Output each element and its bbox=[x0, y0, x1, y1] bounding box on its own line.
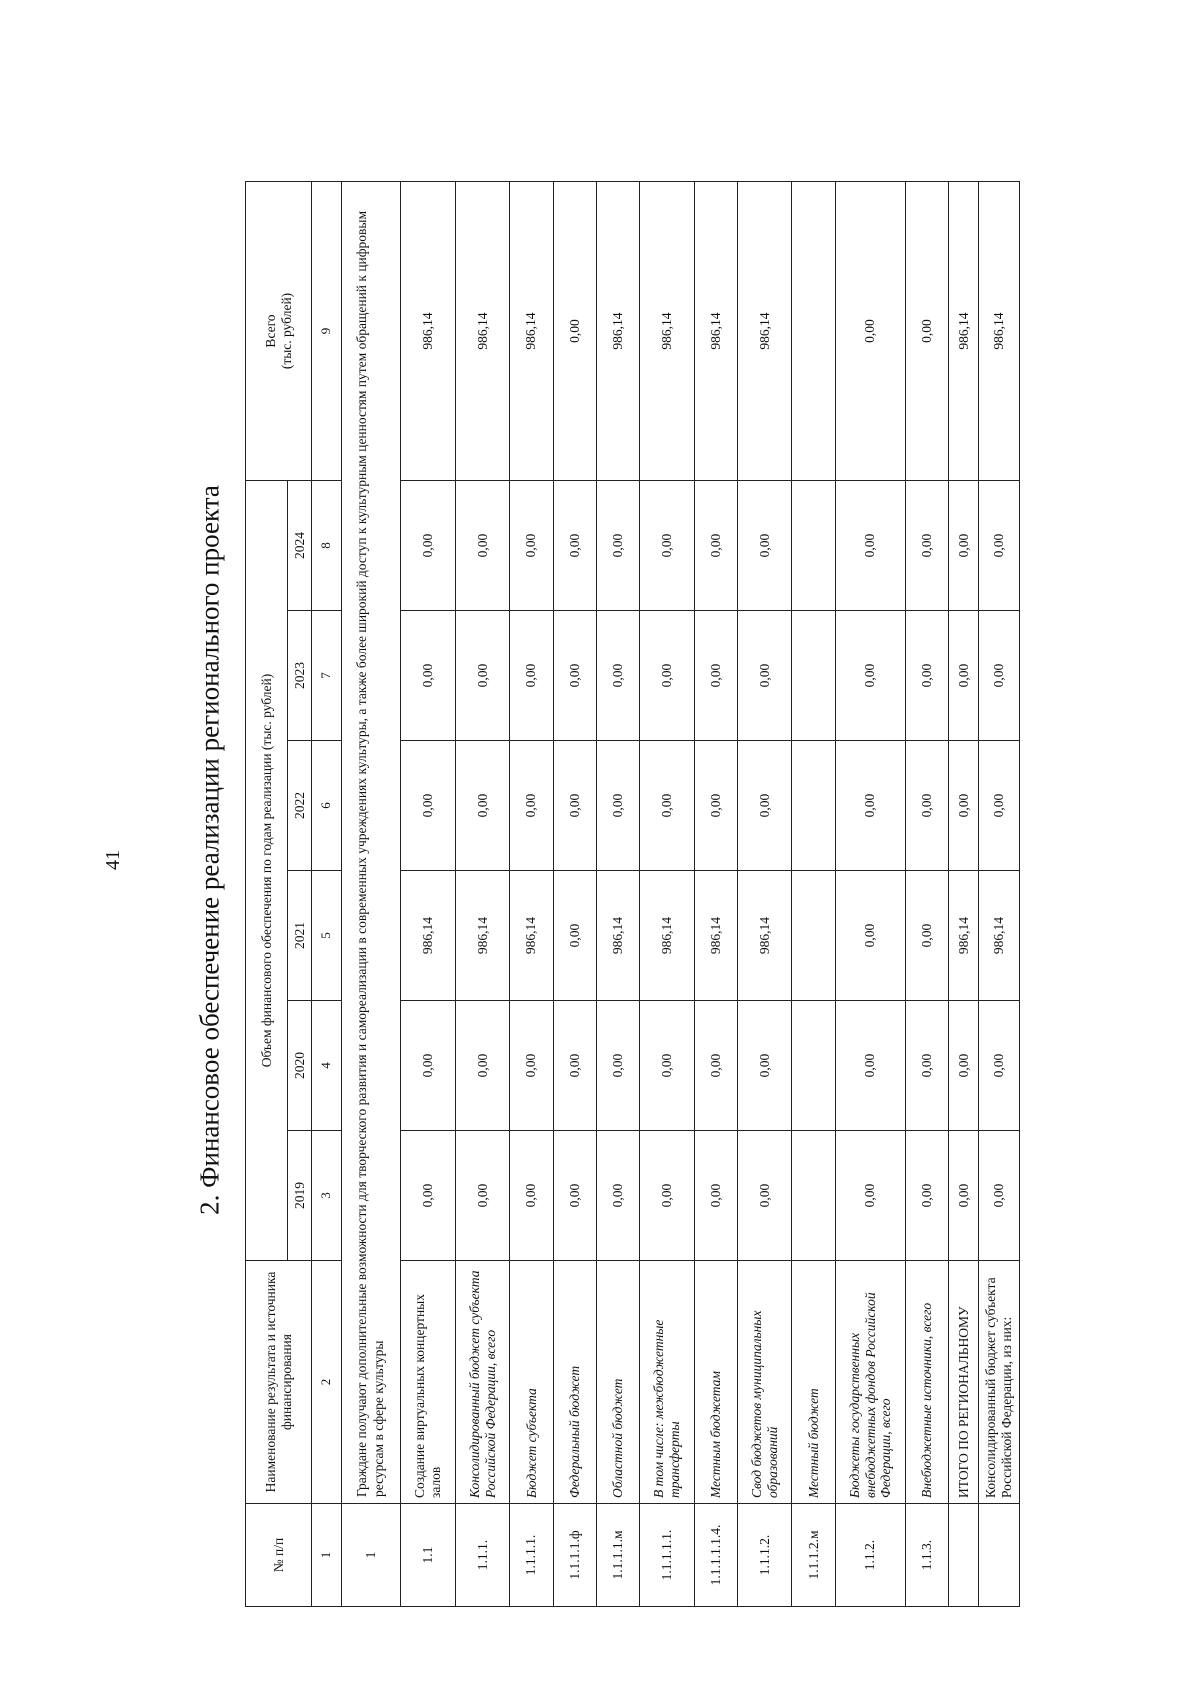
row-value: 0,00 bbox=[596, 611, 639, 741]
header-year: 2023 bbox=[288, 611, 312, 741]
row-total: 986,14 bbox=[949, 182, 979, 481]
row-total: 986,14 bbox=[401, 182, 456, 481]
row-total: 986,14 bbox=[694, 182, 737, 481]
table-row bbox=[596, 182, 639, 1607]
index-cell: 6 bbox=[312, 741, 342, 871]
row-value: 0,00 bbox=[553, 611, 596, 741]
row-value: 0,00 bbox=[906, 741, 949, 871]
row-num: 1.1.1.2. bbox=[737, 1504, 792, 1607]
row-name: ИТОГО ПО РЕГИОНАЛЬНОМУ bbox=[949, 1261, 979, 1504]
row-num: 1.1.1.1. bbox=[510, 1504, 553, 1607]
row-total: 986,14 bbox=[596, 182, 639, 481]
row-value bbox=[792, 1131, 835, 1261]
row-num: 1.1.3. bbox=[906, 1504, 949, 1607]
row-value: 0,00 bbox=[906, 871, 949, 1001]
header-year: 2021 bbox=[288, 871, 312, 1001]
row-value: 0,00 bbox=[694, 1131, 737, 1261]
row-value: 0,00 bbox=[553, 1001, 596, 1131]
row-value: 986,14 bbox=[694, 871, 737, 1001]
header-name: Наименование результата и источника финансирования bbox=[246, 1261, 312, 1504]
table-row bbox=[639, 182, 694, 1607]
row-value: 0,00 bbox=[949, 611, 979, 741]
goal-text: Граждане получают дополнительные возможности для творческого развития и самореализации в современных учреждениях культуры, а также более широкий доступ к культурным ценностям путем обращений к цифровым ресурсам в сфере культуры bbox=[342, 182, 401, 1504]
row-value: 0,00 bbox=[737, 741, 792, 871]
row-value: 0,00 bbox=[455, 1001, 510, 1131]
index-cell: 7 bbox=[312, 611, 342, 741]
row-total: 986,14 bbox=[737, 182, 792, 481]
financing-table-frame bbox=[245, 182, 1020, 1607]
row-value: 0,00 bbox=[510, 611, 553, 741]
row-name: Бюджет субъекта bbox=[510, 1261, 553, 1504]
row-value: 0,00 bbox=[596, 741, 639, 871]
row-value: 0,00 bbox=[694, 611, 737, 741]
row-value: 986,14 bbox=[596, 871, 639, 1001]
row-value: 0,00 bbox=[455, 611, 510, 741]
row-value: 0,00 bbox=[639, 481, 694, 611]
row-value: 0,00 bbox=[510, 481, 553, 611]
row-value bbox=[792, 741, 835, 871]
index-cell: 3 bbox=[312, 1131, 342, 1261]
row-num bbox=[978, 1504, 1019, 1607]
row-value: 0,00 bbox=[906, 481, 949, 611]
row-value: 986,14 bbox=[455, 871, 510, 1001]
goal-num: 1 bbox=[342, 1504, 401, 1607]
row-total bbox=[792, 182, 835, 481]
row-name: Создание виртуальных концертных залов bbox=[401, 1261, 456, 1504]
row-value: 0,00 bbox=[835, 1131, 906, 1261]
row-name: Местным бюджетам bbox=[694, 1261, 737, 1504]
row-value: 0,00 bbox=[639, 611, 694, 741]
row-num: 1.1.1.2.м bbox=[792, 1504, 835, 1607]
row-value: 0,00 bbox=[596, 1131, 639, 1261]
row-value: 0,00 bbox=[596, 1001, 639, 1131]
row-value: 0,00 bbox=[510, 1001, 553, 1131]
row-num bbox=[949, 1504, 979, 1607]
row-value: 0,00 bbox=[906, 611, 949, 741]
row-value: 0,00 bbox=[978, 1001, 1019, 1131]
row-value: 0,00 bbox=[510, 1131, 553, 1261]
row-value: 986,14 bbox=[949, 871, 979, 1001]
row-value bbox=[792, 1001, 835, 1131]
row-num: 1.1.1.1.м bbox=[596, 1504, 639, 1607]
index-cell: 5 bbox=[312, 871, 342, 1001]
row-value: 0,00 bbox=[737, 481, 792, 611]
row-value: 0,00 bbox=[694, 1001, 737, 1131]
row-value: 0,00 bbox=[949, 1001, 979, 1131]
row-name: Местный бюджет bbox=[792, 1261, 835, 1504]
row-total: 986,14 bbox=[510, 182, 553, 481]
header-years-group: Объем финансового обеспечения по годам реализации (тыс. рублей) bbox=[246, 481, 288, 1261]
row-value: 0,00 bbox=[978, 611, 1019, 741]
row-value: 0,00 bbox=[949, 1131, 979, 1261]
row-total: 0,00 bbox=[553, 182, 596, 481]
row-value: 0,00 bbox=[835, 481, 906, 611]
row-name: Внебюджетные источники, всего bbox=[906, 1261, 949, 1504]
row-total: 986,14 bbox=[978, 182, 1019, 481]
index-cell: 2 bbox=[312, 1261, 342, 1504]
table-row bbox=[792, 182, 835, 1607]
row-value: 0,00 bbox=[639, 741, 694, 871]
row-name: В том числе: межбюджетные трансферты bbox=[639, 1261, 694, 1504]
table-row bbox=[694, 182, 737, 1607]
row-value: 986,14 bbox=[978, 871, 1019, 1001]
row-value bbox=[792, 481, 835, 611]
table-row bbox=[949, 182, 979, 1607]
row-value bbox=[792, 871, 835, 1001]
row-value: 0,00 bbox=[553, 481, 596, 611]
row-value: 0,00 bbox=[694, 741, 737, 871]
row-value: 0,00 bbox=[639, 1131, 694, 1261]
table-row bbox=[553, 182, 596, 1607]
row-value bbox=[792, 611, 835, 741]
row-value: 986,14 bbox=[510, 871, 553, 1001]
index-cell: 8 bbox=[312, 481, 342, 611]
page-number: 41 bbox=[101, 850, 124, 870]
table-row bbox=[978, 182, 1019, 1607]
row-value: 0,00 bbox=[553, 1131, 596, 1261]
row-value: 0,00 bbox=[639, 1001, 694, 1131]
index-cell: 9 bbox=[312, 182, 342, 481]
row-total: 986,14 bbox=[455, 182, 510, 481]
row-value: 0,00 bbox=[835, 611, 906, 741]
row-name: Свод бюджетов муниципальных образований bbox=[737, 1261, 792, 1504]
row-value: 0,00 bbox=[455, 1131, 510, 1261]
row-name: Бюджеты государственных внебюджетных фондов Российской Федерации, всего bbox=[835, 1261, 906, 1504]
row-value: 986,14 bbox=[401, 871, 456, 1001]
row-value: 0,00 bbox=[737, 1131, 792, 1261]
table-row bbox=[835, 182, 906, 1607]
row-num: 1.1.1.1.ф bbox=[553, 1504, 596, 1607]
row-value: 0,00 bbox=[455, 741, 510, 871]
row-value: 0,00 bbox=[835, 1001, 906, 1131]
row-value: 0,00 bbox=[978, 481, 1019, 611]
row-value: 986,14 bbox=[737, 871, 792, 1001]
row-value: 0,00 bbox=[694, 481, 737, 611]
row-value: 0,00 bbox=[737, 1001, 792, 1131]
row-value: 0,00 bbox=[401, 1131, 456, 1261]
table-row bbox=[510, 182, 553, 1607]
row-value: 0,00 bbox=[978, 1131, 1019, 1261]
row-name: Консолидированный бюджет субъекта Российской Федерации, из них: bbox=[978, 1261, 1019, 1504]
row-value: 0,00 bbox=[835, 871, 906, 1001]
goal-row bbox=[342, 182, 401, 1607]
row-total: 0,00 bbox=[906, 182, 949, 481]
row-name: Областной бюджет bbox=[596, 1261, 639, 1504]
row-value: 0,00 bbox=[401, 481, 456, 611]
row-value: 0,00 bbox=[401, 611, 456, 741]
row-value: 0,00 bbox=[906, 1131, 949, 1261]
table-body bbox=[342, 182, 1020, 1607]
row-value: 0,00 bbox=[978, 741, 1019, 871]
row-total: 986,14 bbox=[639, 182, 694, 481]
financing-table bbox=[245, 181, 1020, 1607]
header-year: 2022 bbox=[288, 741, 312, 871]
row-value: 0,00 bbox=[737, 611, 792, 741]
row-num: 1.1.2. bbox=[835, 1504, 906, 1607]
table-row bbox=[401, 182, 456, 1607]
row-value: 0,00 bbox=[401, 741, 456, 871]
header-num: № п/п bbox=[246, 1504, 312, 1607]
row-num: 1.1.1.1.1. bbox=[639, 1504, 694, 1607]
table-row bbox=[455, 182, 510, 1607]
row-value: 0,00 bbox=[949, 481, 979, 611]
row-value: 0,00 bbox=[949, 741, 979, 871]
row-value: 0,00 bbox=[553, 871, 596, 1001]
header-total: Всего (тыс. рублей) bbox=[246, 182, 312, 481]
header-year: 2020 bbox=[288, 1001, 312, 1131]
row-value: 0,00 bbox=[455, 481, 510, 611]
row-num: 1.1.1. bbox=[455, 1504, 510, 1607]
row-value: 0,00 bbox=[835, 741, 906, 871]
row-value: 0,00 bbox=[553, 741, 596, 871]
header-year: 2019 bbox=[288, 1131, 312, 1261]
row-value: 0,00 bbox=[510, 741, 553, 871]
index-cell: 1 bbox=[312, 1504, 342, 1607]
row-value: 986,14 bbox=[639, 871, 694, 1001]
row-num: 1.1 bbox=[401, 1504, 456, 1607]
row-value: 0,00 bbox=[596, 481, 639, 611]
row-value: 0,00 bbox=[401, 1001, 456, 1131]
row-num: 1.1.1.1.1.4. bbox=[694, 1504, 737, 1607]
row-name: Консолидированный бюджет субъекта Российской Федерации, всего bbox=[455, 1261, 510, 1504]
row-value: 0,00 bbox=[906, 1001, 949, 1131]
index-cell: 4 bbox=[312, 1001, 342, 1131]
section-heading: 2. Финансовое обеспечение реализации регионального проекта bbox=[194, 485, 225, 1215]
header-year: 2024 bbox=[288, 481, 312, 611]
table-row bbox=[737, 182, 792, 1607]
row-total: 0,00 bbox=[835, 182, 906, 481]
row-name: Федеральный бюджет bbox=[553, 1261, 596, 1504]
table-row bbox=[906, 182, 949, 1607]
